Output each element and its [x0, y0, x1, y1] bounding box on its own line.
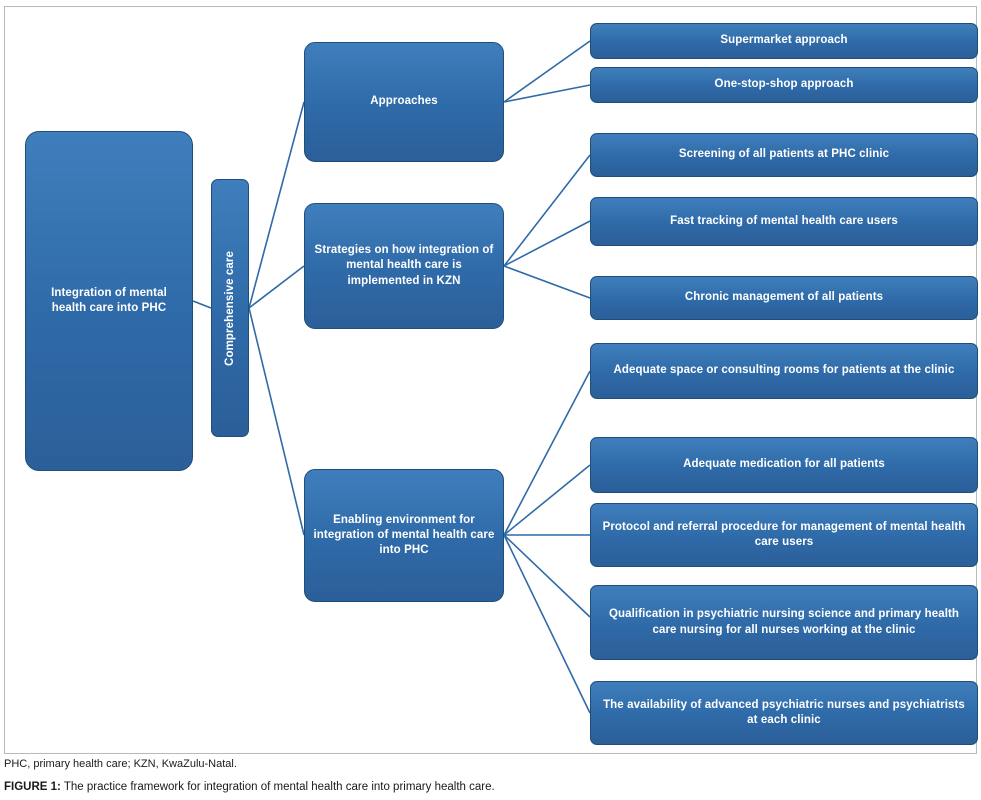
- node-leaf-label: Chronic management of all patients: [684, 291, 884, 304]
- node-leaf-label: Screening of all patients at PHC clinic: [678, 148, 890, 161]
- node-leaf: [590, 681, 978, 745]
- node-leaf: [590, 133, 978, 177]
- node-leaf: [590, 585, 978, 660]
- node-leaf: [590, 343, 978, 399]
- diagram-frame: [4, 6, 977, 754]
- node-branch-strategies-label: Strategies on how integration of mental health care is implemented in KZN: [314, 244, 494, 287]
- node-leaf: [590, 276, 978, 320]
- node-leaf: [590, 67, 978, 103]
- node-leaf-label: Fast tracking of mental health care users: [670, 214, 898, 227]
- node-leaf-label: Adequate space or consulting rooms for patients at the clinic: [613, 364, 955, 377]
- node-leaf-label: Qualification in psychiatric nursing science and primary health care nursing for all nurses working at the clinic: [608, 608, 960, 636]
- node-branch-approaches-label: Approaches: [370, 95, 438, 108]
- node-leaf: [590, 197, 978, 246]
- node-leaf-label: Supermarket approach: [720, 34, 848, 47]
- node-root-label: Integration of mental health care into PHC: [51, 286, 167, 314]
- node-leaf: [590, 503, 978, 567]
- figure-caption-text: The practice framework for integration of mental health care into primary health care.: [60, 781, 495, 793]
- figure-caption-area: [4, 758, 977, 793]
- node-comprehensive-care-label: Comprehensive care: [223, 250, 236, 366]
- figure-caption: [4, 781, 977, 793]
- node-comprehensive-care: [211, 179, 249, 437]
- node-leaf-label: The availability of advanced psychiatric nurses and psychiatrists at each clinic: [603, 698, 965, 726]
- node-branch-approaches: [304, 42, 504, 162]
- node-branch-enabling-environment-label: Enabling environment for integration of mental health care into PHC: [313, 513, 495, 557]
- node-root: [25, 131, 193, 471]
- abbreviations-note: PHC, primary health care; KZN, KwaZulu-Natal.: [4, 758, 237, 770]
- figure-number-label: FIGURE 1:: [4, 781, 61, 793]
- node-branch-enabling-environment: [304, 469, 504, 602]
- node-leaf-label: One-stop-shop approach: [714, 78, 854, 91]
- node-leaf-label: Protocol and referral procedure for management of mental health care users: [602, 520, 966, 548]
- node-branch-strategies: [304, 203, 504, 329]
- node-leaf: [590, 437, 978, 493]
- node-leaf-label: Adequate medication for all patients: [683, 458, 885, 471]
- node-leaf: [590, 23, 978, 59]
